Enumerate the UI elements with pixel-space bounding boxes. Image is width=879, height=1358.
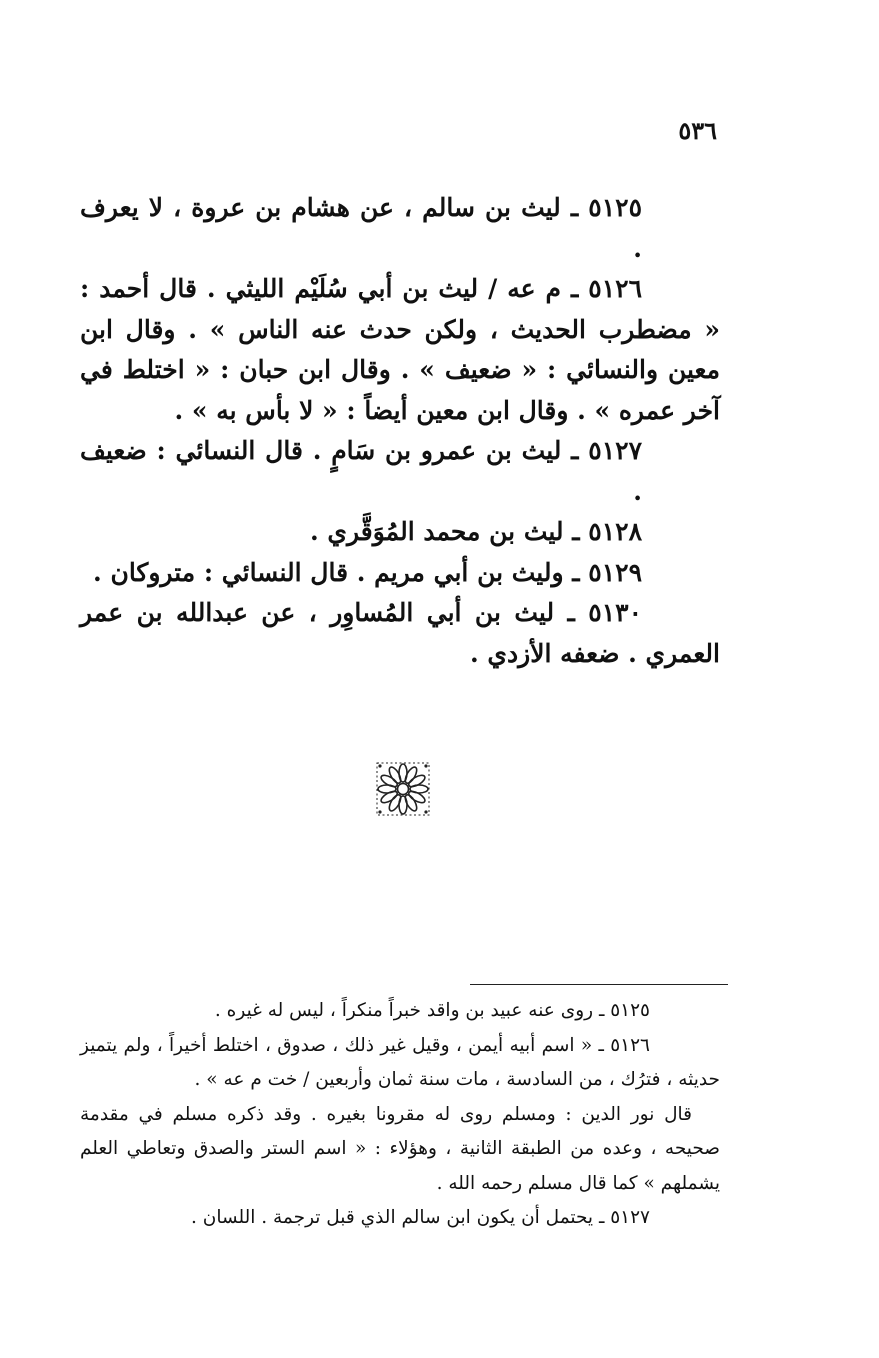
rosette-ornament-icon (374, 760, 432, 818)
footnotes (80, 994, 720, 1236)
footnote-divider (470, 984, 728, 985)
footnote-note-nur-al-din: قال نور الدين : ومسلم روى له مقرونا بغيره . وقد ذكره مسلم في مقدمة صحيحه ، وعده من الطبقة الثانية ، وهؤلاء : « اسم الستر والصدق وتعاطي العلم يشملهم » كما قال مسلم رحمه الله . (80, 1103, 720, 1194)
entry-5130: ٥١٣٠ ـ ليث بن أبي المُساوِر ، عن عبدالله بن عمر العمري . ضعفه الأزدي . (80, 598, 720, 668)
footnote-5126: ٥١٢٦ ـ « اسم أبيه أيمن ، وقيل غير ذلك ، صدوق ، اختلط أخيراً ، ولم يتميز حديثه ، فترُك ، من السادسة ، مات سنة ثمان وأربعين / خت م عه » . (80, 1034, 720, 1090)
page-number: ٥٣٦ (678, 116, 717, 145)
entry-5125: ٥١٢٥ ـ ليث بن سالم ، عن هشام بن عروة ، لا يعرف . (80, 193, 642, 263)
footnote-5125: ٥١٢٥ ـ روى عنه عبيد بن واقد خبراً منكراً ، ليس له غيره . (214, 1000, 650, 1021)
main-text (80, 188, 720, 674)
entry-5129: ٥١٢٩ ـ وليث بن أبي مريم . قال النسائي : متروكان . (93, 557, 642, 587)
entry-5127: ٥١٢٧ ـ ليث بن عمرو بن سَامٍ . قال النسائي : ضعيف . (80, 436, 642, 506)
footnote-5127: ٥١٢٧ ـ يحتمل أن يكون ابن سالم الذي قبل ترجمة . اللسان . (190, 1207, 650, 1228)
entry-5126: ٥١٢٦ ـ م عه / ليث بن أبي سُلَيْم الليثي . قال أحمد : « مضطرب الحديث ، ولكن حدث عنه الناس » . وقال ابن معين والنسائي : « ضعيف » . وقال ابن حبان : « اختلط في آخر عمره » . وقال ابن معين أيضاً : « لا بأس به » . (80, 274, 720, 425)
entry-5128: ٥١٢٨ ـ ليث بن محمد المُوَقَّري . (309, 517, 642, 546)
